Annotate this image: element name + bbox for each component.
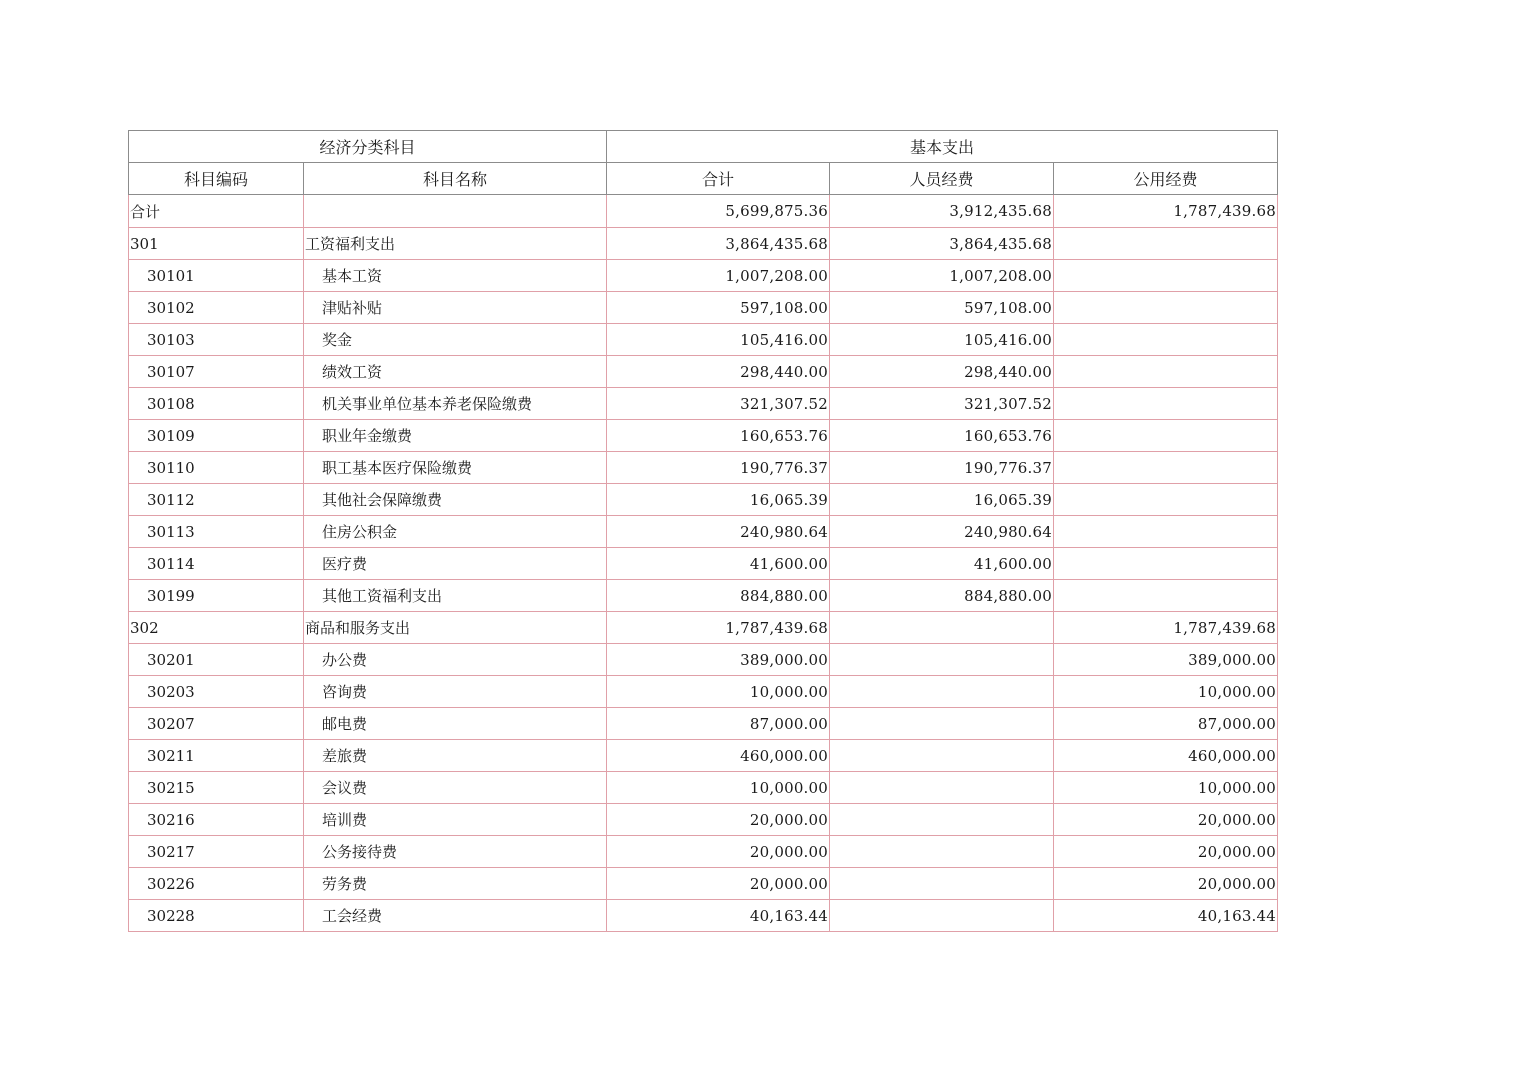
cell-subject-code: 30109 [129,420,304,452]
cell-subject-name: 培训费 [304,804,607,836]
cell-total: 87,000.00 [607,708,830,740]
cell-public-expense [1054,484,1278,516]
cell-public-expense [1054,548,1278,580]
cell-subject-name: 基本工资 [304,260,607,292]
header-total: 合计 [607,163,830,195]
cell-public-expense: 40,163.44 [1054,900,1278,932]
cell-total: 389,000.00 [607,644,830,676]
cell-subject-code: 30203 [129,676,304,708]
header-economic-classification: 经济分类科目 [129,131,607,163]
cell-subject-code: 30211 [129,740,304,772]
cell-personnel-expense [830,836,1054,868]
cell-public-expense: 1,787,439.68 [1054,195,1278,228]
cell-subject-code: 30216 [129,804,304,836]
cell-personnel-expense [830,612,1054,644]
cell-subject-code: 30102 [129,292,304,324]
cell-personnel-expense: 597,108.00 [830,292,1054,324]
cell-total: 597,108.00 [607,292,830,324]
cell-total: 41,600.00 [607,548,830,580]
table-row [129,836,1278,868]
cell-subject-name: 公务接待费 [304,836,607,868]
cell-public-expense: 87,000.00 [1054,708,1278,740]
table-row [129,708,1278,740]
table-row [129,516,1278,548]
cell-public-expense: 20,000.00 [1054,836,1278,868]
cell-total: 3,864,435.68 [607,228,830,260]
cell-personnel-expense: 3,912,435.68 [830,195,1054,228]
cell-personnel-expense: 160,653.76 [830,420,1054,452]
cell-total: 20,000.00 [607,868,830,900]
cell-subject-name: 其他工资福利支出 [304,580,607,612]
cell-subject-code: 30226 [129,868,304,900]
cell-personnel-expense: 298,440.00 [830,356,1054,388]
cell-subject-code: 合计 [129,195,304,228]
cell-personnel-expense [830,900,1054,932]
cell-public-expense [1054,324,1278,356]
cell-subject-name: 工会经费 [304,900,607,932]
header-column-row [129,163,1278,195]
cell-public-expense [1054,516,1278,548]
header-personnel-expense: 人员经费 [830,163,1054,195]
cell-subject-name: 津贴补贴 [304,292,607,324]
table-row [129,772,1278,804]
cell-subject-code: 30114 [129,548,304,580]
table-row [129,900,1278,932]
cell-personnel-expense: 105,416.00 [830,324,1054,356]
table-row [129,868,1278,900]
table-row [129,324,1278,356]
cell-total: 884,880.00 [607,580,830,612]
cell-public-expense: 10,000.00 [1054,676,1278,708]
cell-subject-name [304,195,607,228]
cell-subject-code: 30113 [129,516,304,548]
cell-public-expense: 10,000.00 [1054,772,1278,804]
cell-total: 105,416.00 [607,324,830,356]
cell-subject-name: 其他社会保障缴费 [304,484,607,516]
cell-subject-name: 商品和服务支出 [304,612,607,644]
cell-total: 240,980.64 [607,516,830,548]
cell-subject-name: 邮电费 [304,708,607,740]
cell-subject-code: 30107 [129,356,304,388]
cell-subject-name: 机关事业单位基本养老保险缴费 [304,388,607,420]
cell-subject-name: 会议费 [304,772,607,804]
cell-subject-name: 办公费 [304,644,607,676]
cell-subject-name: 绩效工资 [304,356,607,388]
cell-public-expense [1054,388,1278,420]
cell-public-expense [1054,452,1278,484]
table-row [129,644,1278,676]
cell-subject-code: 30199 [129,580,304,612]
cell-subject-code: 30215 [129,772,304,804]
cell-total: 190,776.37 [607,452,830,484]
cell-personnel-expense: 1,007,208.00 [830,260,1054,292]
cell-public-expense [1054,580,1278,612]
cell-subject-code: 30207 [129,708,304,740]
cell-personnel-expense [830,676,1054,708]
cell-public-expense: 20,000.00 [1054,868,1278,900]
table-row [129,388,1278,420]
table-row [129,260,1278,292]
cell-total: 5,699,875.36 [607,195,830,228]
table-row [129,420,1278,452]
cell-personnel-expense: 16,065.39 [830,484,1054,516]
cell-public-expense [1054,228,1278,260]
cell-total: 20,000.00 [607,836,830,868]
cell-subject-code: 301 [129,228,304,260]
table-row [129,580,1278,612]
cell-subject-name: 职工基本医疗保险缴费 [304,452,607,484]
header-group-row [129,131,1278,163]
cell-subject-code: 30228 [129,900,304,932]
header-basic-expenditure: 基本支出 [607,131,1278,163]
cell-subject-code: 30201 [129,644,304,676]
cell-total: 10,000.00 [607,772,830,804]
cell-personnel-expense [830,804,1054,836]
cell-public-expense: 460,000.00 [1054,740,1278,772]
cell-personnel-expense [830,708,1054,740]
table-row [129,676,1278,708]
header-subject-code: 科目编码 [129,163,304,195]
cell-public-expense: 389,000.00 [1054,644,1278,676]
cell-subject-code: 30110 [129,452,304,484]
cell-subject-name: 咨询费 [304,676,607,708]
cell-subject-code: 30101 [129,260,304,292]
cell-subject-name: 职业年金缴费 [304,420,607,452]
cell-personnel-expense: 321,307.52 [830,388,1054,420]
table-header [129,131,1278,195]
cell-personnel-expense: 240,980.64 [830,516,1054,548]
header-public-expense: 公用经费 [1054,163,1278,195]
cell-total: 10,000.00 [607,676,830,708]
cell-public-expense [1054,260,1278,292]
table-row [129,740,1278,772]
cell-personnel-expense: 884,880.00 [830,580,1054,612]
table-row [129,548,1278,580]
cell-subject-code: 30112 [129,484,304,516]
cell-personnel-expense [830,772,1054,804]
header-subject-name: 科目名称 [304,163,607,195]
cell-total: 40,163.44 [607,900,830,932]
cell-personnel-expense: 41,600.00 [830,548,1054,580]
cell-personnel-expense [830,868,1054,900]
table-row [129,292,1278,324]
cell-total: 321,307.52 [607,388,830,420]
cell-subject-name: 劳务费 [304,868,607,900]
cell-personnel-expense [830,644,1054,676]
table-row [129,804,1278,836]
cell-total: 20,000.00 [607,804,830,836]
total-row [129,195,1278,228]
cell-total: 1,007,208.00 [607,260,830,292]
cell-public-expense [1054,420,1278,452]
cell-subject-code: 302 [129,612,304,644]
cell-subject-name: 工资福利支出 [304,228,607,260]
budget-table [128,130,1278,932]
table-row [129,612,1278,644]
table-body [129,195,1278,932]
cell-total: 16,065.39 [607,484,830,516]
cell-subject-code: 30108 [129,388,304,420]
cell-total: 460,000.00 [607,740,830,772]
cell-personnel-expense: 190,776.37 [830,452,1054,484]
cell-subject-name: 住房公积金 [304,516,607,548]
table-row [129,356,1278,388]
cell-total: 298,440.00 [607,356,830,388]
cell-subject-code: 30103 [129,324,304,356]
cell-personnel-expense: 3,864,435.68 [830,228,1054,260]
cell-subject-name: 奖金 [304,324,607,356]
cell-subject-name: 差旅费 [304,740,607,772]
cell-total: 160,653.76 [607,420,830,452]
cell-public-expense: 1,787,439.68 [1054,612,1278,644]
cell-subject-name: 医疗费 [304,548,607,580]
cell-personnel-expense [830,740,1054,772]
cell-total: 1,787,439.68 [607,612,830,644]
cell-public-expense [1054,292,1278,324]
table-row [129,228,1278,260]
cell-public-expense: 20,000.00 [1054,804,1278,836]
cell-public-expense [1054,356,1278,388]
cell-subject-code: 30217 [129,836,304,868]
table-row [129,484,1278,516]
table-row [129,452,1278,484]
